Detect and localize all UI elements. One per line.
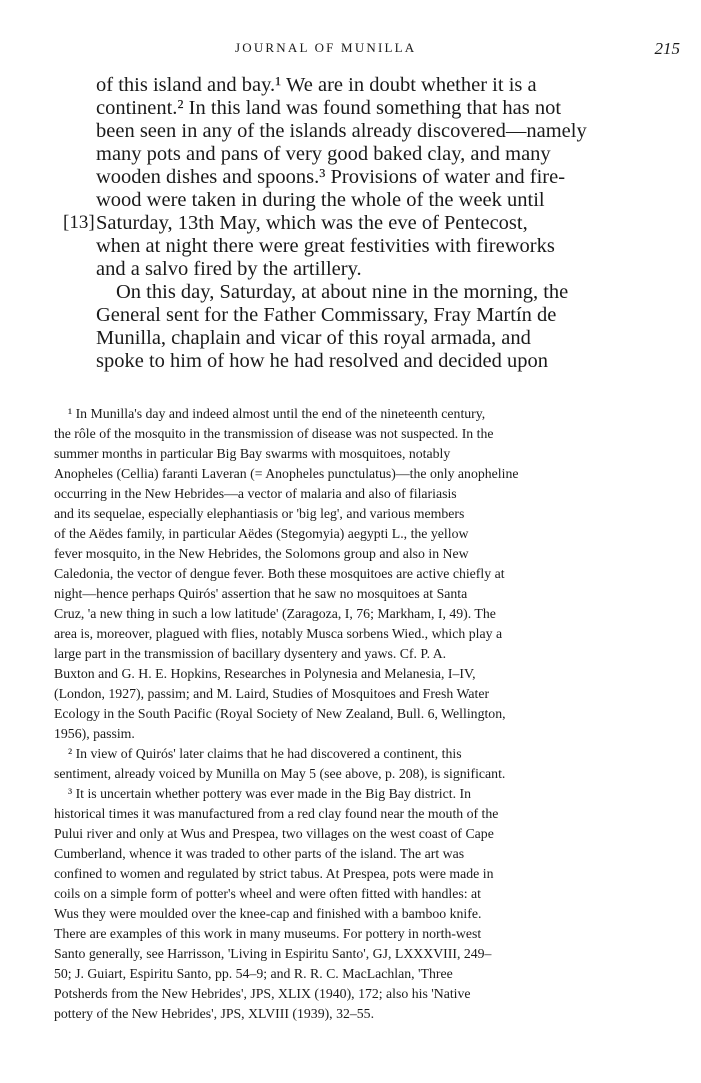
footnote-line: summer months in particular Big Bay swarms with mosquitoes, notably <box>54 446 451 461</box>
footnote-line: Ecology in the South Pacific (Royal Society of New Zealand, Bull. 6, Wellington, <box>54 706 506 721</box>
body-text <box>96 74 694 373</box>
footnote-line: There are examples of this work in many museums. For pottery in north-west <box>54 926 482 941</box>
footnote-line: area is, moreover, plagued with flies, notably Musca sorbens Wied., which play a <box>54 626 503 641</box>
footnote-1: ¹ In Munilla's day and indeed almost until the end of the nineteenth century, <box>68 406 486 421</box>
footnote-line: Potsherds from the New Hebrides', JPS, XLIX (1940), 172; also his 'Native <box>54 986 471 1001</box>
footnote-line: coils on a simple form of potter's wheel and were often fitted with handles: at <box>54 886 482 901</box>
footnote-line: Caledonia, the vector of dengue fever. Both these mosquitoes are active chiefly at <box>54 566 505 581</box>
body-line: many pots and pans of very good baked clay, and many <box>96 143 551 165</box>
body-line: General sent for the Father Commissary, Fray Martín de <box>96 304 557 326</box>
footnote-line: 1956), passim. <box>54 726 135 741</box>
body-line: On this day, Saturday, at about nine in the morning, the <box>116 281 569 303</box>
footnote-line: night—hence perhaps Quirós' assertion that he saw no mosquitoes at Santa <box>54 586 468 601</box>
body-line: spoke to him of how he had resolved and decided upon <box>96 350 549 372</box>
footnote-line: Santo generally, see Harrisson, 'Living in Espiritu Santo', GJ, LXXXVIII, 249– <box>54 946 492 961</box>
footnote-line: Cruz, 'a new thing in such a low latitude' (Zaragoza, I, 76; Markham, I, 49). The <box>54 606 496 621</box>
footnote-line: occurring in the New Hebrides—a vector of malaria and also of filariasis <box>54 486 457 501</box>
footnote-line: confined to women and regulated by strict tabus. At Prespea, pots were made in <box>54 866 494 881</box>
footnote-line: fever mosquito, in the New Hebrides, the Solomons group and also in New <box>54 546 469 561</box>
footnote-line: Pului river and only at Wus and Prespea, two villages on the west coast of Cape <box>54 826 494 841</box>
body-line: and a salvo fired by the artillery. <box>96 258 362 280</box>
body-line: of this island and bay.¹ We are in doubt whether it is a <box>96 74 537 96</box>
footnote-line: and its sequelae, especially elephantiasis or 'big leg', and various members <box>54 506 465 521</box>
body-line: Munilla, chaplain and vicar of this royal armada, and <box>96 327 531 349</box>
page-header <box>95 40 685 62</box>
footnote-line: Anopheles (Cellia) faranti Laveran (= Anopheles punctulatus)—the only anopheline <box>54 466 519 481</box>
footnote-line: 50; J. Guiart, Espiritu Santo, pp. 54–9; and R. R. C. MacLachlan, 'Three <box>54 966 453 981</box>
footnote-line: historical times it was manufactured from a red clay found near the mouth of the <box>54 806 499 821</box>
margin-reference: [13] <box>63 212 95 233</box>
footnote-line: (London, 1927), passim; and M. Laird, Studies of Mosquitoes and Fresh Water <box>54 686 490 701</box>
footnote-line: large part in the transmission of bacillary dysentery and yaws. Cf. P. A. <box>54 646 447 661</box>
footnotes <box>54 404 694 1024</box>
body-line: when at night there were great festivities with fireworks <box>96 235 555 257</box>
body-line: wooden dishes and spoons.³ Provisions of water and fire- <box>96 166 566 188</box>
page-number: 215 <box>654 39 680 58</box>
body-line: wood were taken in during the whole of the week until <box>96 189 545 211</box>
footnote-line: of the Aëdes family, in particular Aëdes (Stegomyia) aegypti L., the yellow <box>54 526 469 541</box>
running-head: JOURNAL OF MUNILLA <box>235 40 417 55</box>
footnote-line: Wus they were moulded over the knee-cap and finished with a bamboo knife. <box>54 906 482 921</box>
footnote-line: pottery of the New Hebrides', JPS, XLVIII (1939), 32–55. <box>54 1006 375 1021</box>
footnote-line: Cumberland, whence it was traded to other parts of the island. The art was <box>54 846 465 861</box>
footnote-3: ³ It is uncertain whether pottery was ever made in the Big Bay district. In <box>68 786 471 801</box>
body-line: Saturday, 13th May, which was the eve of Pentecost, <box>96 212 528 234</box>
footnote-line: sentiment, already voiced by Munilla on May 5 (see above, p. 208), is significant. <box>54 766 506 781</box>
body-line: continent.² In this land was found something that has not <box>96 97 562 119</box>
footnote-line: the rôle of the mosquito in the transmission of disease was not suspected. In the <box>54 426 494 441</box>
footnote-line: Buxton and G. H. E. Hopkins, Researches in Polynesia and Melanesia, I–IV, <box>54 666 476 681</box>
footnote-2: ² In view of Quirós' later claims that he had discovered a continent, this <box>68 746 462 761</box>
body-line: been seen in any of the islands already discovered—namely <box>96 120 587 142</box>
